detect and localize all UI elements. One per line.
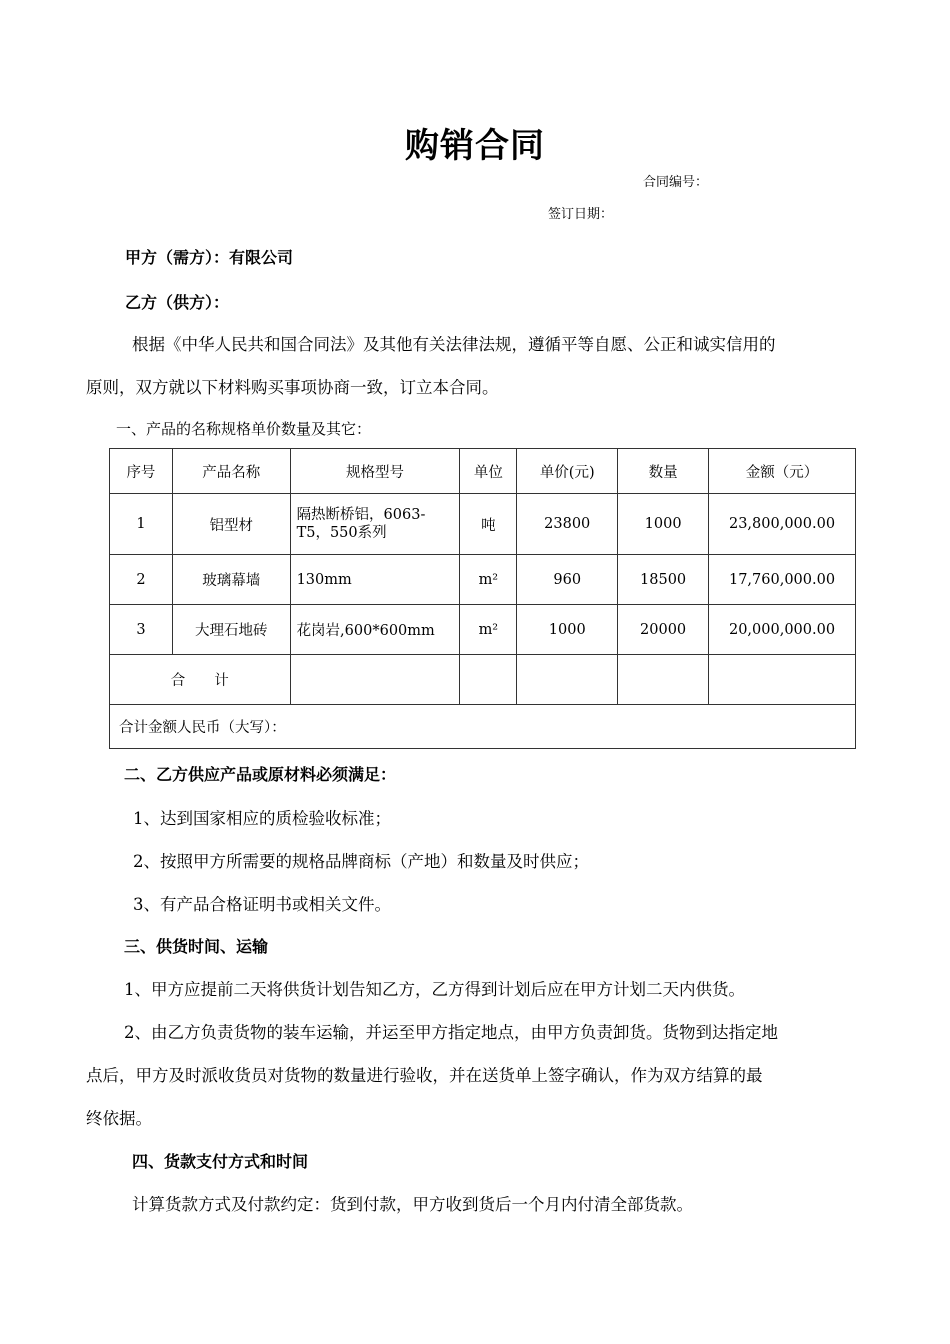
- section3-heading: 三、供货时间、运输: [124, 937, 269, 956]
- row-unit: 吨: [460, 494, 517, 555]
- section3-item-2-line-1: 2、由乙方负责货物的装车运输，并运至甲方指定地点，由甲方负责卸货。货物到达指定地: [124, 1023, 778, 1042]
- row-price: 23800: [517, 494, 618, 555]
- section2-item-3: 3、有产品合格证明书或相关文件。: [133, 895, 391, 914]
- section2-item-2: 2、按照甲方所需要的规格品牌商标（产地）和数量及时供应；: [133, 852, 589, 871]
- contract-number-label: 合同编号：: [643, 175, 709, 190]
- row-qty: 20000: [618, 605, 709, 655]
- row-qty: 1000: [618, 494, 709, 555]
- preamble-line-1: 根据《中华人民共和国合同法》及其他有关法律法规，遵循平等自愿、公正和诚实信用的: [132, 335, 776, 354]
- row-name: 玻璃幕墙: [172, 555, 290, 605]
- sign-date-label: 签订日期：: [548, 207, 614, 222]
- table-header-row: [110, 449, 856, 494]
- row-name: 大理石地砖: [172, 605, 290, 655]
- page-title: 购销合同: [405, 126, 545, 166]
- table-row: [110, 555, 856, 605]
- section1-heading: 一、产品的名称规格单价数量及其它：: [116, 420, 372, 438]
- total-price: [517, 655, 618, 705]
- header-cell: 单位: [460, 449, 517, 494]
- row-no: 3: [110, 605, 173, 655]
- section3-item-2-line-3: 终依据。: [86, 1109, 152, 1128]
- row-spec: 花岗岩,600*600mm: [290, 605, 460, 655]
- spec-line: T5，550系列: [296, 525, 387, 541]
- party-a: 甲方（需方）：有限公司: [125, 248, 294, 267]
- party-b: 乙方（供方）：: [125, 293, 230, 312]
- row-amount: 20,000,000.00: [709, 605, 856, 655]
- section4-heading: 四、货款支付方式和时间: [132, 1152, 309, 1171]
- section3-item-2-line-2: 点后，甲方及时派收货员对货物的数量进行验收，并在送货单上签字确认，作为双方结算的最: [86, 1066, 763, 1085]
- row-price: 1000: [517, 605, 618, 655]
- header-cell: 序号: [110, 449, 173, 494]
- total-spec: [290, 655, 460, 705]
- header-cell: 规格型号: [290, 449, 460, 494]
- row-amount: 23,800,000.00: [709, 494, 856, 555]
- row-name: 铝型材: [172, 494, 290, 555]
- row-no: 1: [110, 494, 173, 555]
- section4-text: 计算货款方式及付款约定：货到付款，甲方收到货后一个月内付清全部货款。: [132, 1195, 693, 1214]
- products-table: [109, 448, 856, 749]
- total-unit: [460, 655, 517, 705]
- total-rmb-label: 合计金额人民币（大写）：: [110, 705, 856, 749]
- total-label: 合 计: [110, 655, 291, 705]
- header-cell: 单价(元): [517, 449, 618, 494]
- total-qty: [618, 655, 709, 705]
- row-spec: [290, 494, 460, 555]
- row-no: 2: [110, 555, 173, 605]
- preamble-line-2: 原则，双方就以下材料购买事项协商一致，订立本合同。: [86, 378, 499, 397]
- section2-heading: 二、乙方供应产品或原材料必须满足：: [124, 765, 397, 784]
- row-unit: m²: [460, 555, 517, 605]
- row-qty: 18500: [618, 555, 709, 605]
- row-amount: 17,760,000.00: [709, 555, 856, 605]
- header-cell: 金额（元）: [709, 449, 856, 494]
- total-row: [110, 655, 856, 705]
- table-row: [110, 605, 856, 655]
- header-cell: 产品名称: [172, 449, 290, 494]
- total-rmb-row: [110, 705, 856, 749]
- header-cell: 数量: [618, 449, 709, 494]
- row-spec: 130mm: [290, 555, 460, 605]
- row-price: 960: [517, 555, 618, 605]
- spec-line: 隔热断桥铝，6063-: [296, 507, 426, 523]
- section2-item-1: 1、达到国家相应的质检验收标准；: [133, 809, 391, 828]
- row-unit: m²: [460, 605, 517, 655]
- total-amount: [709, 655, 856, 705]
- section3-item-1: 1、甲方应提前二天将供货计划告知乙方，乙方得到计划后应在甲方计划二天内供货。: [124, 980, 745, 999]
- table-row: [110, 494, 856, 555]
